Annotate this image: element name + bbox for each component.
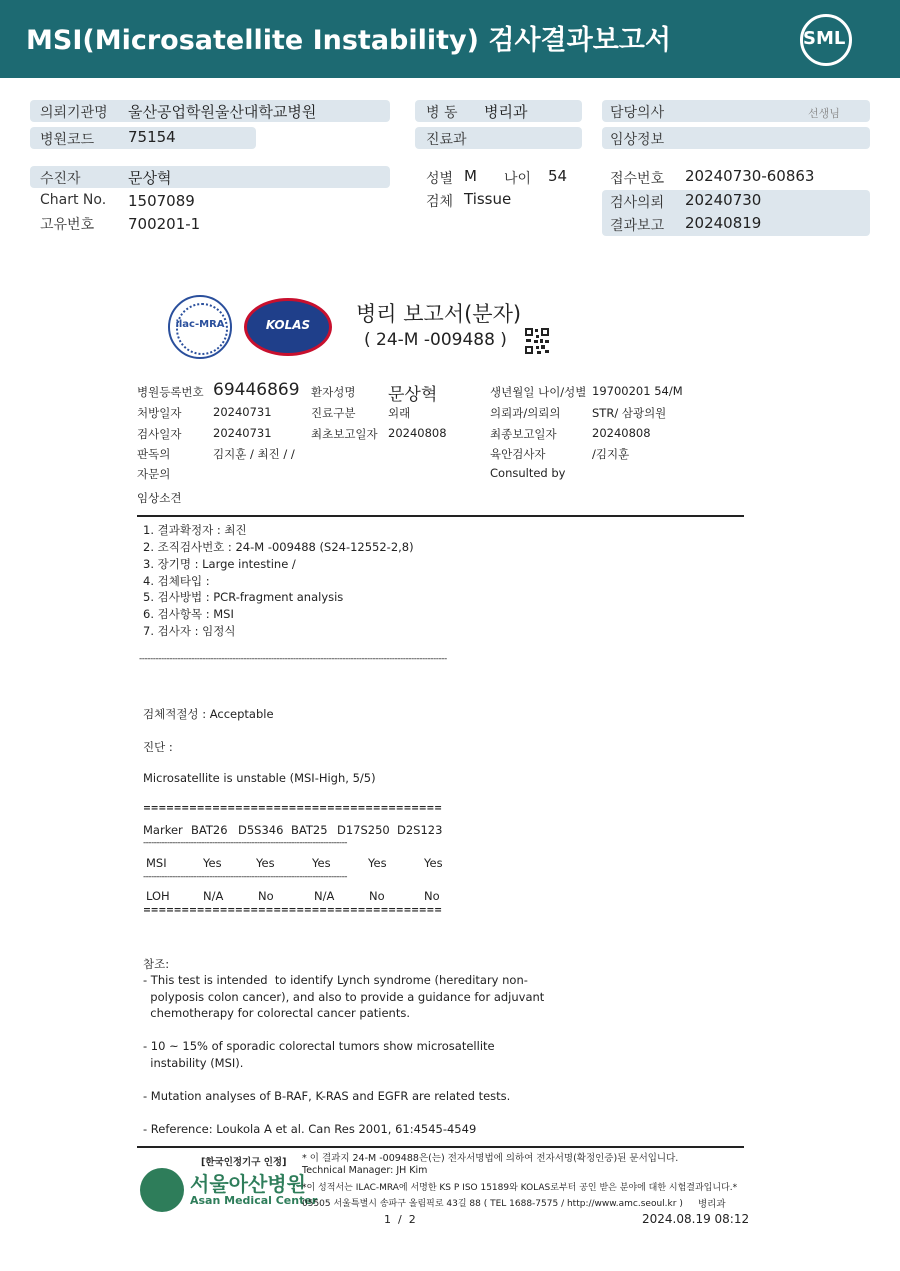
reg-no-value: 69446869 [213, 380, 300, 400]
section-divider [137, 515, 744, 517]
sex-value: M [464, 167, 477, 185]
certified-label: [한국인정기구 인정] [201, 1157, 287, 1168]
report-title: 병리 보고서(분자) [356, 302, 522, 326]
note-line: - This test is intended to identify Lynch syndrome (hereditary non- [143, 973, 528, 987]
final-report-label: 최종보고일자 [490, 427, 557, 441]
ilac-mra-seal-text: ilac-MRA [175, 319, 225, 330]
hospital-code-value: 75154 [128, 128, 176, 146]
sml-logo [800, 14, 850, 64]
age-label: 나이 [504, 171, 532, 187]
result-date-label: 결과보고 [610, 218, 665, 234]
dob-value: 19700201 54/M [592, 384, 683, 398]
note-line: - Mutation analyses of B-RAF, K-RAS and EGFR are related tests. [143, 1089, 511, 1103]
table-cell: Yes [368, 856, 387, 870]
table-cell: N/A [203, 889, 224, 903]
table-cell: Marker [143, 823, 183, 837]
chart-no-label: Chart No. [40, 192, 107, 208]
qr-code-icon [524, 327, 550, 355]
report-item: 4. 검체타입 : [143, 574, 210, 588]
report-item: 6. 검사항목 : MSI [143, 607, 234, 621]
department-label: 진료과 [426, 132, 467, 148]
diagnosis-text: Microsatellite is unstable (MSI-High, 5/5) [143, 771, 376, 785]
table-cell: LOH [146, 889, 170, 903]
table-cell: No [369, 889, 385, 903]
result-date-value: 20240819 [685, 214, 762, 232]
asan-medical-center-logo-icon [140, 1168, 184, 1212]
rx-date-value: 20240731 [213, 405, 272, 419]
table-cell: Yes [256, 856, 275, 870]
report-item: 2. 조직검사번호 : 24-M -009488 (S24-12552-2,8) [143, 540, 414, 554]
report-item: 7. 검사자 : 임정식 [143, 624, 236, 638]
printed-timestamp: 2024.08.19 08:12 [642, 1212, 750, 1226]
unique-no-label: 고유번호 [40, 217, 95, 233]
table-rule: ----------------------------------------------------------------------------- [143, 838, 347, 848]
footer-divider [137, 1146, 744, 1148]
report-number: ( 24-M -009488 ) [364, 330, 507, 350]
receipt-label: 접수번호 [610, 171, 665, 187]
table-cell: BAT25 [291, 823, 328, 837]
table-cell: No [424, 889, 440, 903]
request-date-value: 20240730 [685, 191, 762, 209]
rx-date-label: 처방일자 [137, 406, 182, 420]
kolas-seal-icon [244, 298, 332, 356]
table-cell: MSI [146, 856, 167, 870]
report-item: 3. 장기명 : Large intestine / [143, 557, 296, 571]
request-date-label: 검사의뢰 [610, 195, 665, 211]
specimen-adequacy: 검체적절성 : Acceptable [143, 707, 274, 721]
first-report-label: 최초보고일자 [311, 427, 378, 441]
ward-value: 병리과 [484, 103, 528, 121]
hospital-name-kr: 서울아산병원 [190, 1172, 306, 1196]
note-line: polyposis colon cancer), and also to provide a guidance for adjuvant [143, 990, 545, 1004]
sex-label: 성별 [426, 171, 454, 187]
table-cell: N/A [314, 889, 335, 903]
ref-dept-label: 의뢰과/의뢰의 [490, 406, 561, 420]
test-date-value: 20240731 [213, 426, 272, 440]
notes-label: 참조: [143, 957, 170, 971]
unique-no-value: 700201-1 [128, 215, 201, 233]
ref-dept-value: STR/ 삼광의원 [592, 406, 667, 420]
page-title: MSI(Microsatellite Instability) 검사결과보고서 [26, 25, 671, 56]
receipt-value: 20240730-60863 [685, 167, 815, 185]
report-item: 5. 검사방법 : PCR-fragment analysis [143, 590, 344, 604]
table-top-rule: ======================================= [143, 803, 442, 814]
table-cell: Yes [203, 856, 222, 870]
footer-line: 05505 서울특별시 송파구 올림픽로 43길 88 ( TEL 1688-7575 / http://www.amc.seoul.kr ) [302, 1199, 683, 1209]
diagnosis-label: 진단 : [143, 740, 173, 754]
footer-line: *이 성적서는 ILAC-MRA에 서명한 KS P ISO 15189와 KOLAS로부터 공인 받은 분야에 대한 시험결과입니다.* [302, 1183, 738, 1193]
final-report-value: 20240808 [592, 426, 651, 440]
hospital-code-label: 병원코드 [40, 132, 95, 148]
age-value: 54 [548, 167, 568, 185]
pathologist-label: 판독의 [137, 447, 171, 461]
consulted-by-label: Consulted by [490, 466, 566, 480]
chart-no-value: 1507089 [128, 192, 195, 210]
table-cell: D2S123 [397, 823, 443, 837]
clinical-info-label: 임상정보 [610, 132, 665, 148]
kolas-seal-text: KOLAS [265, 318, 311, 332]
table-rule: ----------------------------------------------------------------------------- [143, 872, 347, 882]
note-line: chemotherapy for colorectal cancer patients. [143, 1006, 410, 1020]
pathologist-value: 김지훈 / 최진 / / [213, 447, 295, 461]
gross-label: 육안검사자 [490, 447, 546, 461]
note-line: - Reference: Loukola A et al. Can Res 2001, 61:4545-4549 [143, 1122, 477, 1136]
note-line: instability (MSI). [143, 1056, 244, 1070]
ward-label: 병 동 [426, 105, 458, 121]
doctor-label: 담당의사 [610, 105, 665, 121]
patient-name-label: 환자성명 [311, 385, 356, 399]
first-report-value: 20240808 [388, 426, 447, 440]
clinical-opinion-label: 임상소견 [137, 491, 182, 505]
reg-no-label: 병원등록번호 [137, 385, 204, 399]
table-cell: D17S250 [337, 823, 390, 837]
doctor-suffix: 선생님 [808, 107, 840, 120]
header-bar [0, 0, 900, 78]
table-cell: D5S346 [238, 823, 284, 837]
clinic-type-label: 진료구분 [311, 406, 356, 420]
specimen-value: Tissue [464, 190, 512, 208]
table-cell: Yes [312, 856, 331, 870]
table-bottom-rule: ======================================= [143, 905, 442, 916]
patient-box [30, 166, 390, 188]
footer-dept: 병리과 [698, 1199, 726, 1210]
test-date-label: 검사일자 [137, 427, 182, 441]
patient-label: 수진자 [40, 171, 81, 187]
dob-label: 생년월일 나이/성별 [490, 385, 587, 399]
note-line: - 10 ~ 15% of sporadic colorectal tumors show microsatellite [143, 1039, 495, 1053]
table-cell: Yes [424, 856, 443, 870]
specimen-label: 검체 [426, 194, 454, 210]
ilac-mra-seal-icon [168, 295, 232, 359]
footer-line: * 이 결과지 24-M -009488은(는) 전자서명법에 의하여 전자서명(확정인증)된 문서입니다. [302, 1153, 679, 1164]
consult-label: 자문의 [137, 467, 171, 481]
footer-line: Technical Manager: JH Kim [302, 1165, 428, 1176]
requesting-org-value: 울산공업학원울산대학교병원 [128, 103, 317, 121]
logo-text: SML [803, 28, 846, 49]
page-number: 1 / 2 [384, 1213, 416, 1226]
dashed-separator: ---------------------------------------------------------------------------------------------------------------- [139, 654, 447, 664]
hospital-name-en: Asan Medical Center [190, 1194, 318, 1207]
report-item: 1. 결과확정자 : 최진 [143, 523, 247, 537]
table-cell: No [258, 889, 274, 903]
patient-value: 문상혁 [128, 169, 172, 187]
patient-name-value: 문상혁 [388, 385, 438, 405]
table-cell: BAT26 [191, 823, 228, 837]
requesting-org-label: 의뢰기관명 [40, 105, 108, 121]
gross-value: /김지훈 [592, 447, 630, 461]
clinic-type-value: 외래 [388, 406, 411, 420]
